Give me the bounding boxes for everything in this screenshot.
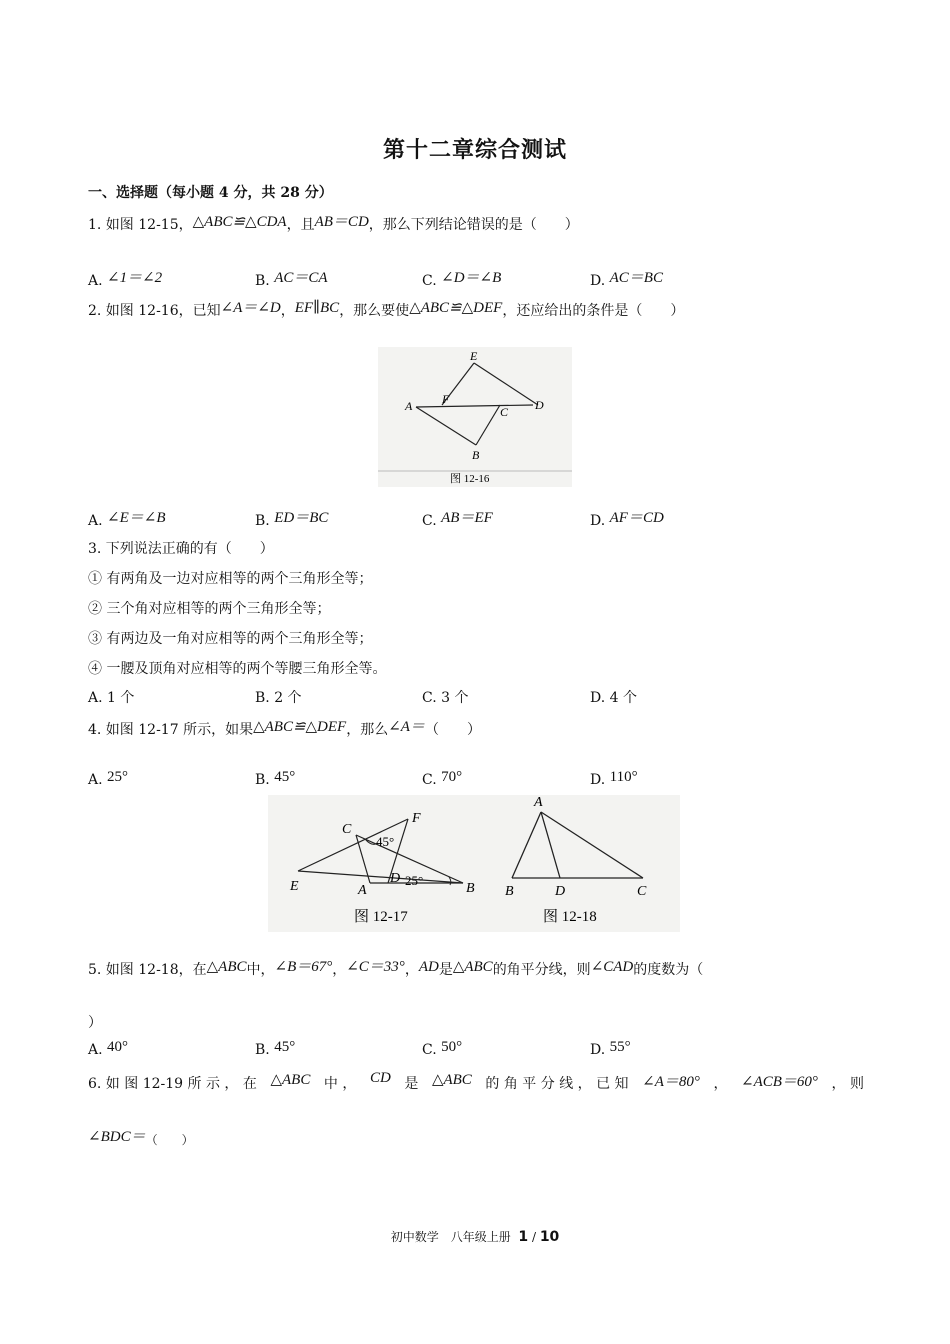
q3-option-a[interactable]: A. 1 个: [88, 690, 135, 706]
question-2-stem: 2. 如图 12-16，已知∠A＝∠D，EF∥BC，那么要使△ABC≌△DEF，还应给出的条件是（ ）: [88, 300, 685, 319]
q4-option-a[interactable]: A. 25°: [88, 769, 129, 788]
footer-page-number: 1: [518, 1229, 529, 1245]
figure-12-17-12-18-drawing: [268, 795, 680, 932]
fig17-angle-45: 45°: [376, 834, 395, 849]
question-4-stem: 4. 如图 12-17 所示，如果△ABC≌△DEF，那么∠A＝（ ）: [88, 719, 481, 738]
page-footer: 初中数学 八年级上册 1 / 10: [390, 1229, 560, 1245]
fig16-label-d: D: [535, 398, 544, 412]
section-heading: 一、选择题（每小题 4 分，共 28 分）: [88, 185, 333, 201]
fig16-label-e: E: [470, 349, 478, 363]
q4-option-d[interactable]: D. 110°: [590, 769, 638, 788]
question-5-stem: 5. 如图 12-18，在△ABC中，∠B＝67°，∠C＝33°，AD是△ABC的角平分线，则∠CAD的度数为（: [88, 959, 704, 978]
fig17-label-a: A: [358, 883, 367, 898]
q3-statement-1: ① 有两角及一边对应相等的两个三角形全等；: [88, 571, 373, 587]
figure-12-16: [378, 347, 572, 487]
fig18-label-b: B: [505, 884, 514, 899]
fig16-label-c: C: [500, 405, 509, 419]
q2-option-c[interactable]: C. AB＝EF: [422, 510, 493, 529]
q5-option-d[interactable]: D. 55°: [590, 1039, 631, 1058]
figure-12-17-12-18: [268, 795, 680, 932]
fig18-label-a: A: [534, 795, 543, 810]
fig16-label-b: B: [472, 448, 480, 462]
fig16-caption: 图 12-16: [450, 473, 490, 485]
fig17-angle-25: 25°: [405, 873, 424, 888]
q1-option-a[interactable]: A. ∠1＝∠2: [88, 270, 163, 289]
question-6-stem: 6. 如 图 12-19 所 示 ， 在 △ABC 中 ， CD 是 △ABC 的 角 平 分 线 ， 已 知 ∠A＝80° ， ∠ACB＝60° ， 则: [88, 1070, 864, 1092]
page-title: 第十二章综合测试: [382, 137, 567, 163]
fig18-label-d: D: [555, 884, 566, 899]
q3-option-d[interactable]: D. 4 个: [590, 690, 637, 706]
q3-statement-2: ② 三个角对应相等的两个三角形全等；: [88, 601, 331, 617]
q3-option-c[interactable]: C. 3 个: [422, 690, 469, 706]
q5-close-paren: ）: [88, 1015, 102, 1031]
q1-option-c[interactable]: C. ∠D＝∠B: [422, 270, 502, 289]
question-1-stem: 1. 如图 12-15，△ABC≌△CDA，且AB＝CD，那么下列结论错误的是（ ）: [88, 214, 579, 233]
fig17-label-b: B: [466, 881, 475, 896]
q2-option-b[interactable]: B. ED＝BC: [255, 510, 329, 529]
q3-option-b[interactable]: B. 2 个: [255, 690, 302, 706]
fig18-caption: 图 12-18: [543, 909, 597, 925]
q1-option-d[interactable]: D. AC＝BC: [590, 270, 663, 289]
q5-option-c[interactable]: C. 50°: [422, 1039, 463, 1058]
footer-total-pages: 10: [539, 1229, 560, 1245]
fig17-label-d: D: [390, 871, 401, 886]
q2-option-d[interactable]: D. AF＝CD: [590, 510, 664, 529]
fig18-label-c: C: [637, 884, 647, 899]
q5-option-b[interactable]: B. 45°: [255, 1039, 296, 1058]
question-6-line-2: ∠BDC＝（ ）: [88, 1129, 194, 1147]
question-3-stem: 3. 下列说法正确的有（ ）: [88, 541, 274, 557]
fig16-label-a: A: [405, 399, 413, 413]
q5-option-a[interactable]: A. 40°: [88, 1039, 129, 1058]
q3-statement-4: ④ 一腰及顶角对应相等的两个等腰三角形全等。: [88, 661, 387, 677]
figure-12-16-drawing: [378, 347, 572, 487]
fig16-label-f: F: [442, 392, 450, 406]
fig17-label-f: F: [412, 811, 421, 826]
q3-statement-3: ③ 有两边及一角对应相等的两个三角形全等；: [88, 631, 373, 647]
q4-option-c[interactable]: C. 70°: [422, 769, 463, 788]
q1-option-b[interactable]: B. AC＝CA: [255, 270, 328, 289]
fig17-label-e: E: [290, 879, 299, 894]
q4-option-b[interactable]: B. 45°: [255, 769, 296, 788]
fig17-caption: 图 12-17: [354, 909, 408, 925]
fig17-label-c: C: [342, 822, 352, 837]
q2-option-a[interactable]: A. ∠E＝∠B: [88, 510, 166, 529]
